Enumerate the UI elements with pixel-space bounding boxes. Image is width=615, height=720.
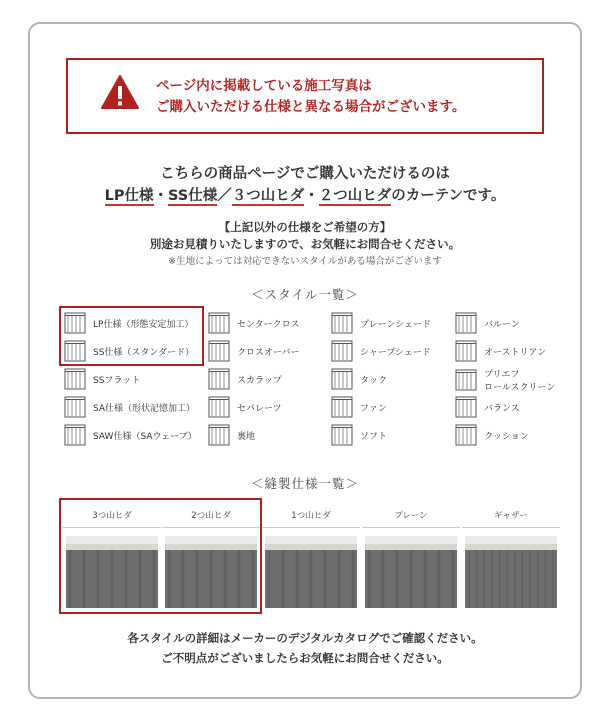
style-item	[208, 339, 300, 363]
lead-tail: のカーテンです。	[391, 188, 506, 204]
other-spec-title: 【上記以外の仕様をご希望の方】	[218, 220, 392, 234]
lead-line-2	[30, 185, 580, 207]
sewing-highlight-box	[59, 498, 262, 614]
two-pleat-spec: ２つ山ヒダ	[318, 188, 392, 204]
lining-icon	[208, 424, 230, 446]
style-label-line: バランス	[484, 403, 520, 414]
style-item	[64, 367, 140, 391]
style-label-line: シャープシェード	[360, 347, 431, 358]
style-label-line: センタークロス	[237, 319, 300, 330]
sewing-label: 2つ山ヒダ	[162, 505, 260, 528]
lead-line-1: こちらの商品ページでご購入いただけるのは	[160, 166, 450, 182]
style-label-line: SA仕様（形状記憶加工）	[93, 403, 196, 414]
style-label-line: プリエフ	[484, 370, 520, 380]
style-item	[208, 395, 282, 419]
fan-icon	[331, 396, 353, 418]
soft-icon	[331, 424, 353, 446]
sewing-column	[362, 505, 460, 613]
style-item	[331, 423, 387, 447]
style-section-title: ＜スタイル一覧＞	[251, 287, 359, 302]
style-item-label	[237, 373, 282, 386]
separator: ・	[153, 188, 168, 204]
style-item-label	[237, 429, 255, 442]
style-item-label	[360, 317, 431, 330]
style-item	[331, 311, 431, 335]
balance-icon	[455, 396, 477, 418]
style-label-line: ファン	[360, 403, 387, 414]
style-label-line: 裏地	[237, 431, 256, 442]
warning-line-2: ご購入いただける仕様と異なる場合がございます。	[156, 99, 466, 115]
roll-screen-icon	[455, 369, 477, 391]
one-pleat-photo	[265, 536, 357, 608]
style-item	[331, 339, 431, 363]
other-spec-line: 別途お見積りいたしますので、お気軽にお問合せください。	[149, 237, 461, 251]
style-label-line: バルーン	[484, 319, 520, 330]
style-label-line: オーストリアン	[484, 347, 547, 358]
style-item-label	[360, 373, 387, 386]
sewing-column	[262, 505, 360, 613]
style-item-label	[484, 367, 555, 393]
style-item	[64, 423, 197, 447]
saw-curtain-icon	[64, 424, 86, 446]
plain-photo	[365, 536, 457, 608]
style-item-label	[360, 401, 387, 414]
style-label-line: セパレーツ	[237, 403, 282, 414]
separator: ・	[304, 188, 319, 204]
cross-over-icon	[208, 340, 230, 362]
austrian-icon	[455, 340, 477, 362]
style-label-line: SS仕様（スタンダード）	[93, 347, 195, 358]
style-item	[331, 367, 387, 391]
sharp-shade-icon	[331, 340, 353, 362]
style-item	[331, 395, 387, 419]
ss-flat-icon	[64, 368, 86, 390]
style-item	[455, 423, 529, 447]
style-label-line: スカラップ	[237, 375, 282, 386]
sewing-section-title: ＜縫製仕様一覧＞	[250, 476, 359, 491]
style-item-label	[93, 373, 140, 386]
footer-line-2: ご不明点がございましたらお気軽にお問合せください。	[161, 651, 449, 665]
style-label-line: LP仕様（形態安定加工）	[93, 319, 194, 330]
sa-curtain-icon	[64, 396, 86, 418]
scallop-icon	[208, 368, 230, 390]
style-item	[455, 395, 520, 419]
style-label-line: クッション	[484, 431, 529, 442]
style-item-label	[484, 401, 520, 414]
style-item	[455, 311, 520, 335]
sewing-column	[462, 505, 560, 613]
sewing-label: 1つ山ヒダ	[262, 505, 360, 528]
lp-spec: LP仕様	[104, 188, 154, 204]
style-item-label	[93, 429, 197, 442]
style-item-label	[360, 345, 431, 358]
style-item-label	[93, 401, 195, 414]
style-label-line: ロールスクリーン	[484, 383, 556, 393]
style-item-label	[484, 317, 520, 330]
footer-text	[30, 628, 580, 668]
center-cross-icon	[208, 312, 230, 334]
sewing-label: プレーン	[362, 505, 460, 528]
style-label-line: クロスオーバー	[237, 347, 300, 358]
sewing-label: 3つ山ヒダ	[63, 505, 161, 528]
style-label-line: タック	[360, 375, 388, 386]
tuck-icon	[331, 368, 353, 390]
style-highlight-box	[59, 306, 204, 366]
balloon-icon	[455, 312, 477, 334]
separates-icon	[208, 396, 230, 418]
slash: ／	[217, 188, 232, 204]
gather-photo	[465, 536, 557, 608]
footer-line-1: 各スタイルの詳細はメーカーのデジタルカタログでご確認ください。	[127, 631, 483, 645]
style-item-label	[237, 317, 300, 330]
style-item-label	[484, 345, 546, 358]
style-item-label	[360, 429, 387, 442]
style-label-line: SSフラット	[93, 375, 141, 386]
style-label-line: SAW仕様（SAウェーブ）	[93, 431, 197, 442]
warning-box	[66, 58, 544, 134]
style-item	[208, 311, 300, 335]
style-item-label	[237, 345, 300, 358]
style-label-line: ソフト	[360, 431, 388, 442]
plain-shade-icon	[331, 312, 353, 334]
warning-triangle-icon	[100, 74, 140, 110]
style-item-label	[237, 401, 282, 414]
style-item	[455, 367, 555, 393]
other-spec-block	[30, 219, 580, 253]
three-pleat-spec: ３つ山ヒダ	[231, 188, 305, 204]
style-label-line: プレーンシェード	[360, 319, 432, 330]
style-item	[208, 423, 255, 447]
other-spec-note: ※生地によっては対応できないスタイルがある場合がございます	[168, 256, 442, 267]
cushion-icon	[455, 424, 477, 446]
style-item	[208, 367, 282, 391]
style-item	[64, 395, 195, 419]
ss-spec: SS仕様	[168, 188, 218, 204]
warning-line-1: ページ内に掲載している施工写真は	[156, 78, 372, 94]
style-item-label	[484, 429, 529, 442]
sewing-label: ギャザー	[462, 505, 560, 528]
style-item	[455, 339, 546, 363]
lead-text	[30, 163, 580, 207]
